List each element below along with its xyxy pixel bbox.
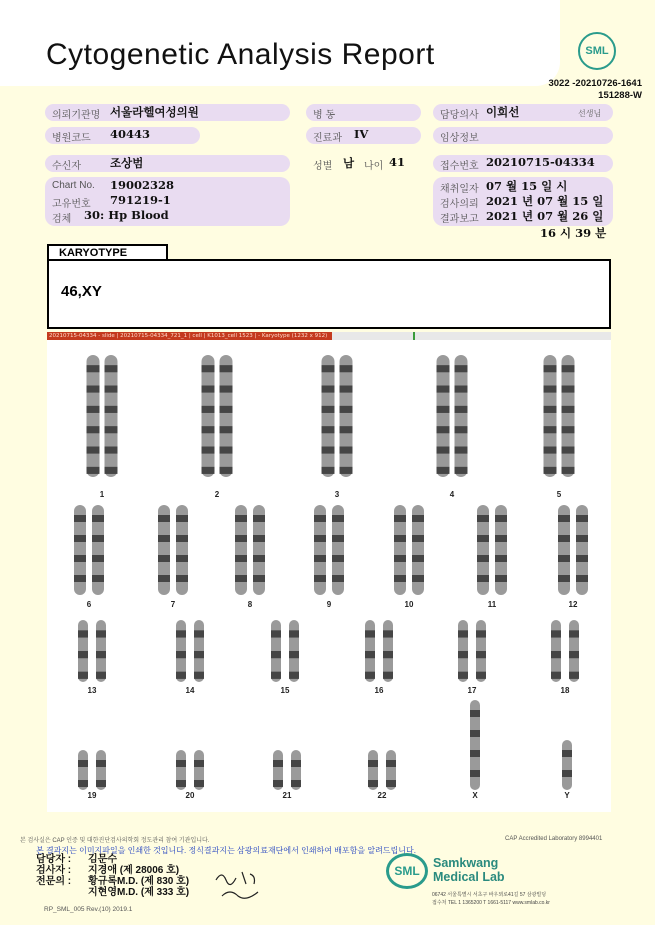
- chromosome-pair-11: [477, 505, 507, 595]
- chromosome-label: 5: [556, 490, 562, 499]
- ward-label: 병 동: [313, 110, 336, 121]
- staff-name: 지경애 (제 28006 호): [88, 865, 180, 876]
- chromosome-label: X: [472, 791, 478, 800]
- form-number: RP_SML_005 Rev.(10) 2019.1: [44, 906, 133, 913]
- chromosome-label: 11: [487, 600, 497, 609]
- chromosome-pair-15: [271, 620, 299, 682]
- report-number-line1: 3022 -20210726-1641: [548, 78, 642, 89]
- report-time-value: 16 시 39 분: [540, 226, 607, 240]
- company-name-line1: Samkwang: [433, 856, 499, 870]
- chromosome-pair-1: [87, 355, 118, 477]
- chromosome-label: 18: [560, 686, 570, 695]
- image-caption-bar: 20210715-04334 - slide | 20210715-04334_721_1 | cell | K1013_cell 1523 | - Karyotype (1232 x 912): [47, 332, 332, 340]
- chromosome-pair-16: [365, 620, 393, 682]
- specimen-value: 30: Hp Blood: [84, 208, 169, 222]
- chromosome-label: 22: [377, 791, 387, 800]
- report-number-line2: 151288-W: [598, 90, 642, 101]
- chromosome-label: 20: [185, 791, 195, 800]
- chart-no-label: Chart No.: [52, 180, 95, 191]
- patient-value: 조상범: [110, 156, 144, 170]
- karyotype-tab: KARYOTYPE: [47, 244, 168, 259]
- hospital-code-value: 40443: [110, 127, 151, 141]
- karyogram-image: [47, 340, 611, 812]
- chromosome-label: 6: [86, 600, 92, 609]
- chromosome-label: 14: [185, 686, 195, 695]
- report-date-value: 2021 년 07 월 26 일: [486, 209, 604, 223]
- report-date-label: 결과보고: [440, 214, 479, 225]
- chromosome-pair-21: [273, 750, 301, 790]
- institution-value: 서울라헬여성의원: [110, 105, 199, 119]
- chromosome-label: 12: [568, 600, 578, 609]
- doctor-value: 이희선: [486, 105, 520, 119]
- report-number: [520, 78, 642, 102]
- chromosome-pair-13: [78, 620, 106, 682]
- report-title: Cytogenetic Analysis Report: [46, 38, 435, 71]
- chromosome-label: 9: [326, 600, 332, 609]
- unique-no-label: 고유번호: [52, 199, 91, 210]
- address-line2: 접수처 TEL 1 1365200 T 1661-5117 www.smlab.co.kr: [432, 900, 550, 906]
- staff-role: 전문의 :: [36, 876, 72, 887]
- chromosome-label: 13: [87, 686, 97, 695]
- sex-value: 남: [343, 156, 355, 170]
- chromosome-pair-8: [235, 505, 265, 595]
- staff-row: [36, 887, 189, 898]
- staff-list: [36, 854, 189, 898]
- staff-name: 황규록M.D. (제 830 호): [88, 876, 190, 887]
- print-notice: 본 결과지는 이미지파일을 인쇄한 것입니다. 정식결과지는 삼광의료재단에서 인쇄하여 배포함을 알려드립니다.: [36, 846, 416, 855]
- patient-field: [45, 155, 290, 172]
- chromosome-label: 17: [467, 686, 477, 695]
- specimen-label: 검체: [52, 214, 72, 225]
- chromosome-pair-6: [74, 505, 104, 595]
- staff-row: [36, 854, 189, 865]
- age-label: 나이: [364, 161, 384, 172]
- institution-label: 의뢰기관명: [52, 110, 101, 121]
- chromosome-label: 10: [404, 600, 414, 609]
- chromosome-pair-9: [314, 505, 344, 595]
- karyotype-result-box: [47, 259, 611, 329]
- chromosome-label: 4: [449, 490, 455, 499]
- chromosome-label: 19: [87, 791, 97, 800]
- signature-icon: [212, 866, 272, 902]
- chromosome-pair-17: [458, 620, 486, 682]
- chromosome-pair-10: [394, 505, 424, 595]
- chromosome-label: 15: [280, 686, 290, 695]
- chromosome-label: 3: [334, 490, 340, 499]
- cap-accreditation: CAP Accredited Laboratory 8994401: [505, 836, 603, 842]
- sml-logo-icon: SML: [578, 32, 616, 70]
- collect-date-value: 07 월 15 일 시: [486, 179, 568, 193]
- chromosome-label: 8: [247, 600, 253, 609]
- patient-label: 수신자: [52, 161, 81, 172]
- request-date-value: 2021 년 07 월 15 일: [486, 194, 604, 208]
- chromosome-pair-18: [551, 620, 579, 682]
- karyotype-result: 46,XY: [61, 283, 102, 300]
- chromosome-pair-5: [544, 355, 575, 477]
- chromosome-pair-12: [558, 505, 588, 595]
- chromosome-pair-20: [176, 750, 204, 790]
- receipt-value: 20210715-04334: [486, 155, 595, 169]
- staff-role: 담당자 :: [36, 854, 72, 865]
- age-value: 41: [389, 155, 406, 169]
- staff-row: [36, 876, 189, 887]
- receipt-label: 접수번호: [440, 161, 479, 172]
- chromosome-pair-22: [368, 750, 396, 790]
- doctor-suffix: 선생님: [578, 109, 602, 118]
- department-value: IV: [354, 127, 369, 141]
- samkwang-logo-icon: SML: [386, 853, 428, 889]
- chromosome-label: 16: [374, 686, 384, 695]
- doctor-label: 담당의사: [440, 110, 479, 121]
- unique-no-value: 791219-1: [110, 193, 171, 207]
- hospital-code-label: 병원코드: [52, 133, 91, 144]
- karyogram-svg: [47, 340, 611, 812]
- sex-label: 성별: [313, 161, 333, 172]
- company-name-line2: Medical Lab: [433, 870, 505, 884]
- chromosome-pair-4: [437, 355, 468, 477]
- image-caption-marker: [413, 332, 415, 340]
- company-name: [433, 856, 505, 884]
- chromosome-pair-2: [202, 355, 233, 477]
- chromosome-pair-14: [176, 620, 204, 682]
- chromosome-pair-Y: [562, 740, 572, 790]
- chromosome-pair-19: [78, 750, 106, 790]
- staff-name: 지현영M.D. (제 333 호): [88, 887, 190, 898]
- image-caption-track: [332, 332, 611, 340]
- staff-role: 검사자 :: [36, 865, 72, 876]
- department-label: 진료과: [313, 133, 342, 144]
- chromosome-pair-3: [322, 355, 353, 477]
- chart-no-value: 19002328: [110, 178, 175, 192]
- request-date-label: 검사의뢰: [440, 199, 479, 210]
- clinical-info-label: 임상정보: [440, 133, 479, 144]
- chromosome-label: Y: [564, 791, 570, 800]
- cap-notice: 본 검사실은 CAP 인증 및 대한진단검사의학회 정도관리 참여 기관입니다.: [20, 838, 210, 844]
- chromosome-label: 1: [99, 490, 105, 499]
- collect-date-label: 채취일자: [440, 184, 479, 195]
- chromosome-label: 7: [170, 600, 176, 609]
- staff-name: 김문수: [88, 854, 117, 865]
- company-address: [432, 891, 550, 907]
- address-line1: 06742 서울특별시 서초구 바우뫼로41길 57 삼광빌딩: [432, 892, 547, 898]
- staff-row: [36, 865, 189, 876]
- chromosome-label: 2: [214, 490, 220, 499]
- chromosome-label: 21: [282, 791, 292, 800]
- chromosome-pair-7: [158, 505, 188, 595]
- chromosome-pair-X: [470, 700, 480, 790]
